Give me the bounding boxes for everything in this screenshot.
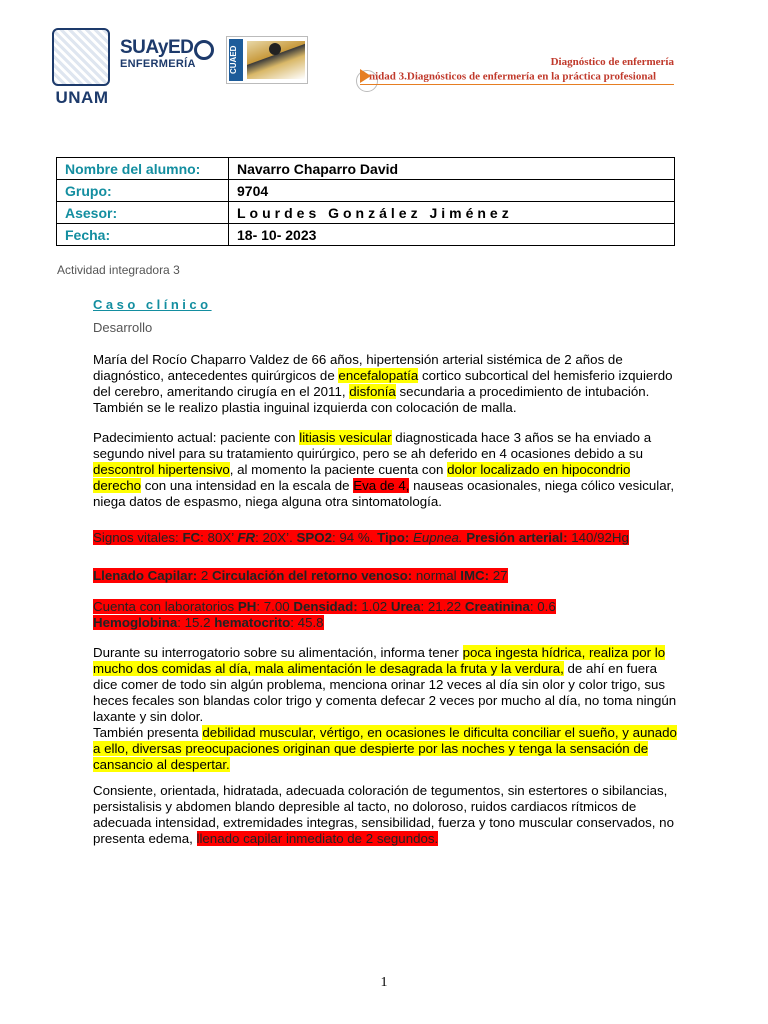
highlight-yellow: debilidad muscular, vértigo, en ocasiones le dificulta conciliar el sueño, y aunado a ello, diversas preocupaciones originan que despierte por las noches y tenga la sensación de cansancio al despertar. [93, 725, 677, 772]
date-value: 18- 10- 2023 [229, 224, 675, 246]
hematocrit-label: hematocrito [214, 615, 291, 630]
table-row [57, 224, 675, 246]
advisor-value: Lourdes González Jiménez [229, 202, 675, 224]
student-info-table [56, 157, 675, 246]
text-run: María del Rocío Chaparro Valdez de 66 años, hipertensión arterial sistémica de 2 años de diagnóstico, antecedentes quirúrgicos de [93, 352, 623, 383]
text-run: diagnosticada hace 3 años se ha enviado a segundo nivel para su tratamiento quirúrgico, pero se ah deferido en 4 ocasiones debido a su [93, 430, 652, 461]
urea-label: Urea [390, 599, 421, 614]
history-paragraph [93, 352, 677, 416]
highlight-red: Eva de 4, [353, 478, 410, 493]
ph-label: PH [237, 599, 257, 614]
group-value: 9704 [229, 180, 675, 202]
section-title: Desarrollo [93, 320, 153, 335]
highlight-yellow: litiasis vesicular [299, 430, 392, 445]
cuaed-logo-text: CUAED [229, 39, 243, 81]
activity-title: Actividad integradora 3 [57, 263, 180, 277]
urea-value: : 21.22 [420, 599, 465, 614]
table-row [57, 180, 675, 202]
date-label: Fecha: [57, 224, 229, 246]
capillary-line [93, 568, 677, 584]
student-name-label: Nombre del alumno: [57, 158, 229, 180]
table-row [57, 158, 675, 180]
play-icon [360, 69, 371, 83]
nutrition-paragraph [93, 645, 677, 773]
pa-value: 140/92Hg [567, 530, 629, 545]
text-run: También presenta [93, 725, 203, 740]
highlight-red: llenado capilar inmediato de 2 segundos. [196, 831, 439, 846]
fr-label: FR [237, 530, 256, 545]
text-run: de ahí en fuera dice comer de todo sin algún problema, menciona orinar 12 veces al día sin olor y color trigo, sus heces fecales son blandas color trigo y comenta defecar 2 veces por mucho al día, no toma ningún laxante y sin dolor. [93, 661, 677, 724]
lab-results [93, 599, 677, 631]
creatinine-label: Creatinina [464, 599, 530, 614]
current-illness-paragraph [93, 430, 677, 510]
creatinine-value: : 0.6 [529, 599, 556, 614]
text-run: , al momento la paciente cuenta con [229, 462, 448, 477]
hemoglobin-value: : 15.2 [177, 615, 215, 630]
density-value: 1.02 [357, 599, 391, 614]
highlight-yellow: descontrol hipertensivo [93, 462, 230, 477]
imc-value: 27 [489, 568, 508, 583]
fc-value: : 80X’ [200, 530, 238, 545]
case-title: Caso clínico [93, 297, 212, 312]
ball-icon [269, 43, 281, 55]
vital-signs [93, 530, 677, 546]
imc-label: IMC: [460, 568, 490, 583]
suayed-logo [120, 38, 214, 80]
tipo-label: Tipo: [377, 530, 410, 545]
unam-crest-icon [52, 28, 110, 86]
highlight-yellow: poca ingesta hídrica, realiza por lo mucho dos comidas al día, mala alimentación le desagrada la fruta y la verdura, [93, 645, 666, 676]
table-row [57, 202, 675, 224]
text-run: cortico subcortical del hemisferio izquierdo del cerebro, ameritando cirugía en el 2011, [93, 368, 673, 399]
text-run: con una intensidad en la escala de [141, 478, 354, 493]
suayed-logo-subtext: ENFERMERÍA [120, 58, 196, 70]
header-divider [360, 84, 674, 85]
group-label: Grupo: [57, 180, 229, 202]
unit-prefix: nidad 3. [369, 70, 407, 83]
spo2-value: : 94 %. [331, 530, 378, 545]
fr-value: : 20X’. [255, 530, 297, 545]
unit-title: Diagnósticos de enfermería en la práctica profesional [406, 70, 657, 83]
text-run: Cuenta con laboratorios [93, 599, 238, 614]
unam-logo [52, 28, 112, 108]
venous-return-value: normal [412, 568, 461, 583]
physical-exam-paragraph [93, 783, 677, 847]
text-run: Durante su interrogatorio sobre su alimentación, informa tener [93, 645, 463, 660]
highlight-yellow: disfonía [349, 384, 396, 399]
unit-heading [360, 70, 656, 84]
highlight-yellow: dolor localizado en hipocondrio derecho [93, 462, 631, 493]
pa-label: Presión arterial: [466, 530, 568, 545]
fc-label: FC [182, 530, 201, 545]
unam-logo-text: UNAM [55, 88, 109, 107]
capillary-value: 2 [197, 568, 212, 583]
cuaed-logo [226, 36, 308, 84]
text-run: nauseas ocasionales, niega cólico vesicular, niega datos de espasmo, niega alguna otra sintomatología. [93, 478, 675, 509]
text-run: secundaria a procedimiento de intubación. También se le realizo plastia inguinal izquierda con colocación de malla. [93, 384, 650, 415]
hemoglobin-label: Hemoglobina [93, 615, 178, 630]
hematocrit-value: : 45.8 [290, 615, 324, 630]
gear-icon [194, 40, 214, 60]
capillary-label: Llenado Capilar: [93, 568, 198, 583]
course-title: Diagnóstico de enfermería [550, 56, 674, 68]
suayed-logo-text: SUAyED [120, 37, 194, 58]
density-label: Densidad: [293, 599, 358, 614]
tipo-value: Eupnea. [409, 530, 467, 545]
student-name-value: Navarro Chaparro David [229, 158, 675, 180]
advisor-label: Asesor: [57, 202, 229, 224]
ph-value: : 7.00 [256, 599, 294, 614]
text-run: Padecimiento actual: paciente con [93, 430, 300, 445]
page-number: 1 [380, 975, 388, 990]
venous-return-label: Circulación del retorno venoso: [211, 568, 413, 583]
spo2-label: SPO2 [296, 530, 332, 545]
text-run: Signos vitales: [93, 530, 183, 545]
highlight-yellow: encefalopatía [338, 368, 419, 383]
text-run: Consiente, orientada, hidratada, adecuada coloración de tegumentos, sin estertores o sibilancias, persistalisis y abdomen blando depresible al tacto, no doloroso, ruidos cardiacos rítmicos de adecuada intensidad, extremidades integras, sensibilidad, fuerza y tono muscular conservados, no presenta edema, [93, 783, 674, 846]
